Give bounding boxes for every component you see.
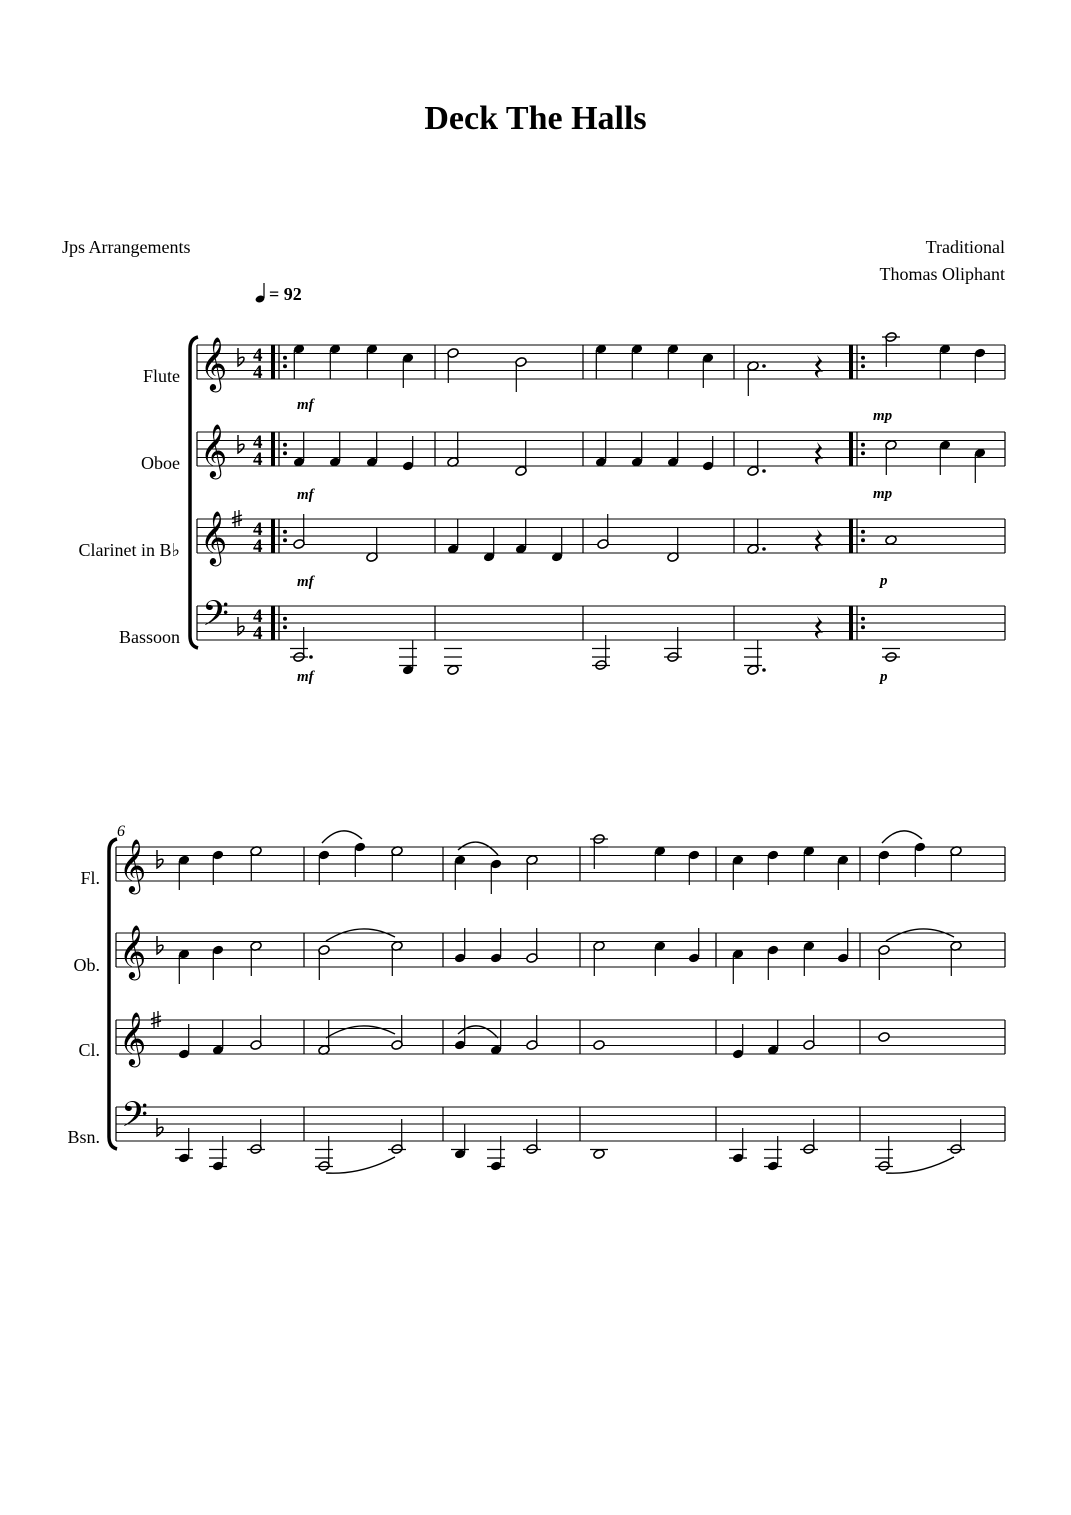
instrument-name-flute: Flute	[142, 366, 180, 386]
dynamic-mp: mp	[873, 408, 893, 424]
instrument-abbr-flute: Fl.	[80, 868, 100, 888]
instrument-name-clarinet: Clarinet in B♭	[78, 540, 180, 560]
time-signature-numerator: 4	[253, 606, 263, 627]
flat-icon	[157, 850, 163, 868]
slur	[886, 929, 954, 941]
repeat-dot	[283, 451, 287, 455]
time-signature-numerator: 4	[253, 345, 263, 366]
repeat-dot	[861, 625, 865, 629]
repeat-dot	[861, 356, 865, 360]
repeat-dot	[283, 617, 287, 621]
repeat-dot	[283, 538, 287, 542]
augmentation-dot	[762, 364, 766, 368]
notehead	[878, 1032, 890, 1043]
notehead	[447, 665, 459, 676]
system-2	[109, 823, 1005, 1173]
augmentation-dot	[762, 668, 766, 672]
system-bracket	[109, 839, 117, 1149]
augmentation-dot	[762, 547, 766, 551]
slur	[882, 831, 922, 843]
instrument-abbr-oboe: Ob.	[73, 955, 100, 975]
time-signature-denominator: 4	[253, 623, 263, 644]
arranger-credit: Jps Arrangements	[62, 237, 191, 257]
slur	[322, 831, 362, 843]
slur	[326, 1157, 395, 1173]
time-signature-denominator: 4	[253, 449, 263, 470]
notehead	[593, 1149, 605, 1160]
quarter-rest	[815, 442, 823, 465]
composer-credit: Traditional	[925, 237, 1005, 257]
instrument-name-oboe: Oboe	[141, 453, 180, 473]
treble-clef-icon: 𝄞	[200, 425, 228, 476]
flat-icon	[238, 348, 244, 366]
repeat-dot	[861, 443, 865, 447]
slur	[326, 929, 395, 941]
slur	[458, 1026, 498, 1038]
flat-icon	[238, 435, 244, 453]
repeat-dot	[283, 443, 287, 447]
repeat-dot	[283, 625, 287, 629]
slur	[886, 1157, 954, 1173]
slur	[458, 842, 498, 855]
treble-clef-icon: 𝄞	[200, 338, 228, 389]
tempo-value: = 92	[269, 284, 302, 304]
score-title: Deck The Halls	[424, 100, 647, 137]
repeat-dot	[283, 530, 287, 534]
bass-clef-icon: 𝄢	[202, 596, 230, 642]
instrument-abbr-bassoon: Bsn.	[67, 1127, 100, 1147]
repeat-dot	[861, 364, 865, 368]
time-signature-denominator: 4	[253, 536, 263, 557]
system-bracket	[190, 337, 198, 648]
dynamic-p: p	[880, 573, 888, 589]
repeat-dot	[861, 451, 865, 455]
repeat-dot	[861, 538, 865, 542]
quarter-rest	[815, 355, 823, 378]
repeat-dot	[861, 530, 865, 534]
dynamic-mp: mp	[873, 486, 893, 502]
augmentation-dot	[309, 655, 313, 659]
instrument-abbr-clarinet: Cl.	[78, 1040, 100, 1060]
dynamic-mf: mf	[297, 487, 314, 503]
notehead	[593, 1040, 605, 1051]
flat-icon	[157, 1118, 163, 1136]
dynamic-p: p	[880, 669, 888, 685]
measure-number: 6	[117, 823, 125, 840]
lyricist-credit: Thomas Oliphant	[879, 264, 1005, 284]
bass-clef-icon: 𝄢	[121, 1097, 149, 1143]
augmentation-dot	[762, 469, 766, 473]
dynamic-mf: mf	[297, 397, 314, 413]
repeat-dot	[283, 364, 287, 368]
repeat-dot	[283, 356, 287, 360]
treble-clef-icon: 𝄞	[119, 840, 147, 891]
treble-clef-icon: 𝄞	[119, 1013, 147, 1064]
flat-icon	[238, 617, 244, 635]
time-signature-numerator: 4	[253, 519, 263, 540]
dynamic-mf: mf	[297, 574, 314, 590]
flat-icon	[157, 936, 163, 954]
quarter-rest	[815, 529, 823, 552]
time-signature-numerator: 4	[253, 432, 263, 453]
dynamic-mf: mf	[297, 669, 314, 685]
system-1	[190, 332, 1005, 685]
time-signature-denominator: 4	[253, 362, 263, 383]
slur	[326, 1026, 395, 1038]
treble-clef-icon: 𝄞	[200, 512, 228, 563]
treble-clef-icon: 𝄞	[119, 926, 147, 977]
repeat-dot	[861, 617, 865, 621]
quarter-rest	[815, 616, 823, 639]
instrument-name-bassoon: Bassoon	[118, 627, 180, 647]
